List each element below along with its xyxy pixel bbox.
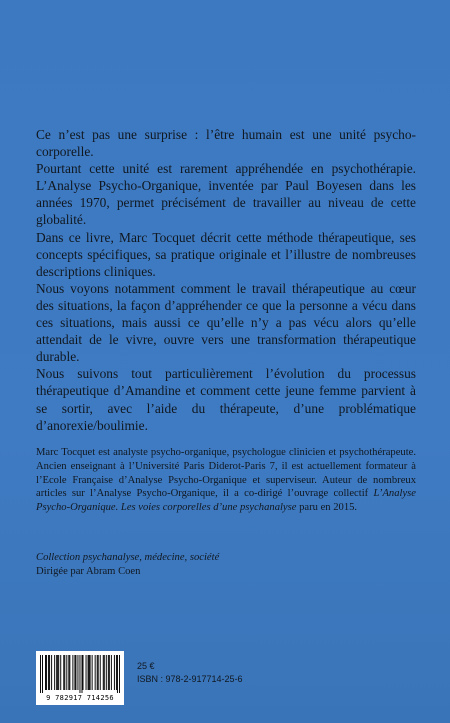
- barcode-bar: [95, 655, 96, 690]
- barcode-bar: [82, 655, 83, 693]
- barcode-bar: [77, 655, 78, 690]
- summary-paragraph: Nous suivons tout particulièrement l’évolution du processus thérapeutique d’Amandine et comment cette jeune femme parvient à se sortir, avec l’aide du thérapeute, d’une problématique d’anorexie/boulimie.: [36, 366, 416, 433]
- barcode-bars: [40, 655, 120, 693]
- author-bio-part1: Marc Tocquet est analyste psycho-organique, psychologue clinicien et psychothérapeute. Ancien enseignant à l’Université Paris Diderot-Paris 7, il est actuellement formateur à l’Ecole Française d’Analyse Psycho-Organique et superviseur. Auteur de nombreux articles sur l’Analyse Psycho-Organique, il a co-dirigé l’ouvrage collectif: [36, 447, 416, 500]
- barcode-bar: [106, 655, 107, 690]
- barcode-bar: [46, 655, 47, 690]
- isbn: ISBN : 978-2-917714-25-6: [137, 674, 243, 684]
- summary-paragraph: Dans ce livre, Marc Tocquet décrit cette méthode thérapeutique, ses concepts spécifiques, sa pratique originale et l’illustre de nombreuses descriptions cliniques.: [36, 229, 416, 279]
- barcode-bar: [75, 655, 76, 690]
- barcode: [36, 651, 124, 705]
- barcode-bar: [88, 655, 89, 690]
- summary-paragraph: Pourtant cette unité est rarement appréhendée en psychothérapie. L’Analyse Psycho-Organique, inventée par Paul Boyesen dans les années 1970, permet précisément de travailler au niveau de cette globalité.: [36, 161, 416, 228]
- barcode-bar: [63, 655, 64, 690]
- book-summary: [36, 126, 416, 434]
- barcode-digits: 9 782917 714256: [46, 694, 114, 702]
- summary-paragraph: Nous voyons notamment comment le travail thérapeutique au cœur des situations, la façon d’appréhender ce que la personne a vécu dans ces situations, mais aussi ce qu’elle n’y a pas vécu alors qu’elle attendait de le vivre, ouvre vers une transformation thérapeutique durable.: [36, 280, 416, 365]
- collection-info: [36, 551, 416, 579]
- collection-director: Dirigée par Abram Coen: [36, 566, 141, 577]
- barcode-bar: [74, 655, 75, 690]
- barcode-bar: [109, 655, 110, 690]
- barcode-bar: [117, 655, 118, 693]
- book-title-reference: L’Analyse Psycho-Organique. Les voies corporelles d’une psychanalyse: [36, 488, 416, 514]
- barcode-bar: [66, 655, 67, 690]
- barcode-bar: [100, 655, 101, 690]
- barcode-bar: [57, 655, 58, 690]
- barcode-bar: [69, 655, 70, 690]
- barcode-bar: [56, 655, 57, 690]
- barcode-bar: [64, 655, 65, 690]
- barcode-bar: [114, 655, 115, 690]
- barcode-bar: [72, 655, 73, 690]
- author-bio: [36, 446, 416, 515]
- author-bio-text: [36, 446, 416, 515]
- barcode-bar: [42, 655, 43, 693]
- barcode-bar: [90, 655, 91, 690]
- barcode-bar: [68, 655, 69, 690]
- author-bio-part2: paru en 2015.: [296, 502, 358, 514]
- barcode-bar: [98, 655, 99, 690]
- barcode-bar: [79, 655, 80, 693]
- barcode-bar: [54, 655, 55, 690]
- barcode-bar: [58, 655, 59, 690]
- barcode-bar: [92, 655, 93, 690]
- summary-paragraph: Ce n’est pas une surprise : l’être humain est une unité psycho-corporelle.: [36, 127, 416, 160]
- barcode-bar: [97, 655, 98, 690]
- barcode-bar: [89, 655, 90, 690]
- barcode-bar: [83, 655, 84, 690]
- barcode-bar: [86, 655, 87, 690]
- barcode-bar: [60, 655, 61, 690]
- price: 25 €: [137, 661, 155, 671]
- barcode-bar: [49, 655, 50, 690]
- barcode-bar: [116, 655, 117, 690]
- barcode-bar: [45, 655, 46, 690]
- barcode-bar: [51, 655, 52, 690]
- barcode-bar: [104, 655, 105, 690]
- barcode-bar: [119, 655, 120, 693]
- barcode-bar: [111, 655, 112, 690]
- barcode-bar: [48, 655, 49, 690]
- barcode-bar: [103, 655, 104, 690]
- barcode-bar: [40, 655, 41, 693]
- barcode-bar: [108, 655, 109, 690]
- price-isbn-block: [137, 660, 243, 686]
- collection-name: Collection psychanalyse, médecine, société: [36, 552, 220, 563]
